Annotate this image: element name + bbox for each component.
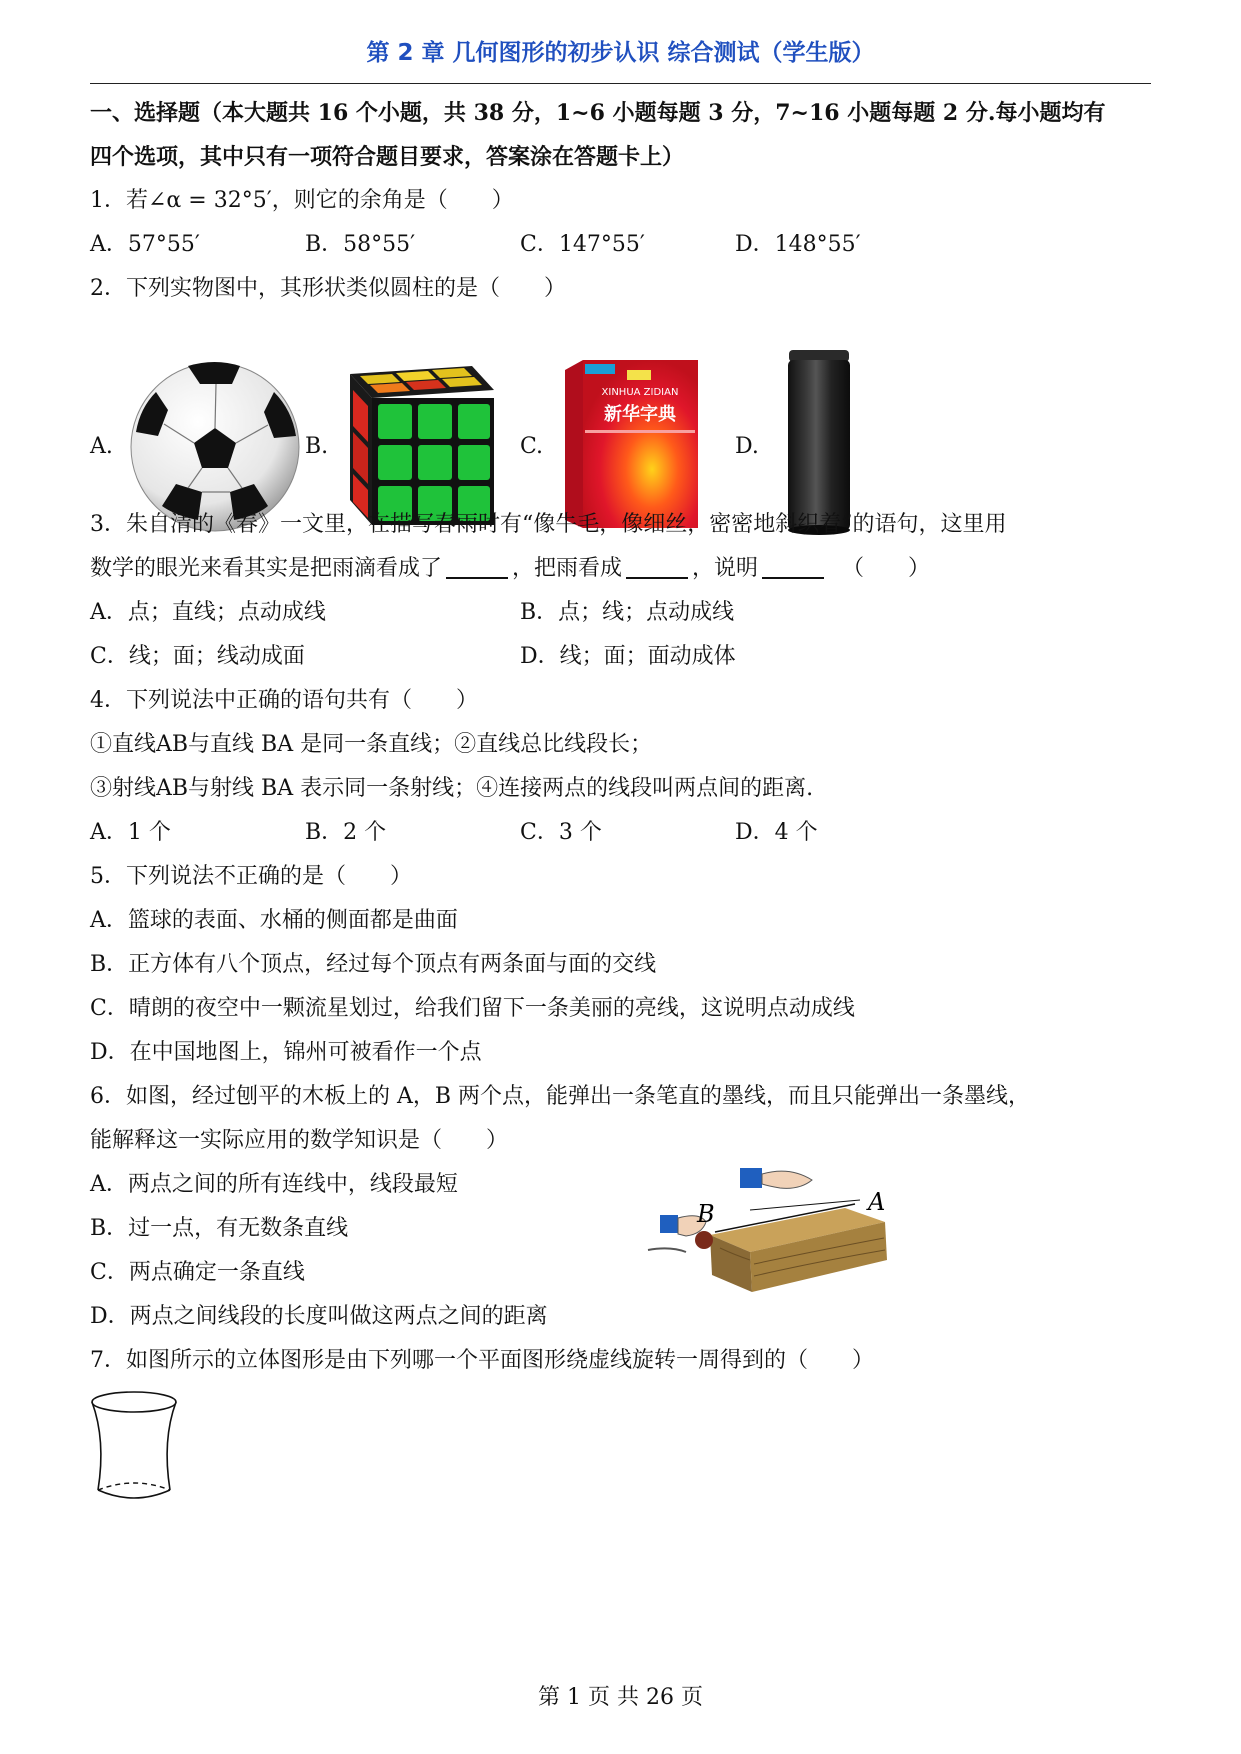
q5-option-c: C．晴朗的夜空中一颗流星划过，给我们留下一条美丽的亮线，这说明点动成线 xyxy=(90,996,855,1021)
book-title-chinese: 新华字典 xyxy=(604,404,676,425)
q2-option-d: D. xyxy=(735,434,759,459)
q2-stem: 2．下列实物图中，其形状类似圆柱的是（ ） xyxy=(90,276,566,301)
q4-option-c: C．3 个 xyxy=(520,820,602,845)
q1-option-c: C．147°55′ xyxy=(520,232,645,257)
q3-option-b: B．点；线；点动成线 xyxy=(520,600,735,625)
solid-figure-image xyxy=(88,1390,180,1505)
point-a-label: A xyxy=(868,1188,886,1216)
header-divider xyxy=(90,83,1151,84)
book-title-pinyin: XINHUA ZIDIAN xyxy=(601,387,679,398)
point-b-label: B xyxy=(697,1200,715,1228)
q7-stem: 7．如图所示的立体图形是由下列哪一个平面图形绕虚线旋转一周得到的（ ） xyxy=(90,1348,874,1373)
wooden-board-figure xyxy=(640,1160,890,1300)
q5-stem: 5．下列说法不正确的是（ ） xyxy=(90,864,412,889)
q4-option-d: D．4 个 xyxy=(735,820,818,845)
q1-option-b: B．58°55′ xyxy=(305,232,416,257)
q3-stem-line2 xyxy=(90,554,930,584)
answer-blank xyxy=(626,555,688,579)
q5-option-a: A．篮球的表面、水桶的侧面都是曲面 xyxy=(90,908,458,933)
q4-statement-line2: ③射线AB与射线 BA 表示同一条射线；④连接两点的线段叫两点间的距离. xyxy=(90,776,814,801)
q3-text-part3: ，说明 xyxy=(692,556,759,581)
q3-text-part4: （ ） xyxy=(842,556,931,581)
q5-option-b: B．正方体有八个顶点，经过每个顶点有两条面与面的交线 xyxy=(90,952,657,977)
q4-option-b: B．2 个 xyxy=(305,820,387,845)
q5-option-d: D．在中国地图上，锦州可被看作一个点 xyxy=(90,1040,482,1065)
q1-option-a: A．57°55′ xyxy=(90,232,200,257)
q3-option-d: D．线；面；面动成体 xyxy=(520,644,736,669)
q3-option-c: C．线；面；线动成面 xyxy=(90,644,305,669)
q1-option-d: D．148°55′ xyxy=(735,232,861,257)
q6-option-d: D．两点之间线段的长度叫做这两点之间的距离 xyxy=(90,1304,548,1329)
rubiks-cube-image xyxy=(342,360,502,530)
page-number-footer: 第 1 页 共 26 页 xyxy=(538,1685,703,1710)
q3-option-a: A．点；直线；点动成线 xyxy=(90,600,326,625)
q2-option-c: C. xyxy=(520,434,544,459)
q2-option-a: A. xyxy=(90,434,113,459)
page-title: 第 2 章 几何图形的初步认识 综合测试（学生版） xyxy=(366,40,875,66)
answer-blank xyxy=(762,555,824,579)
q3-stem-line1: 3．朱自清的《春》一文里，在描写春雨时有“像牛毛，像细丝，密密地斜织着”的语句，这里用 xyxy=(90,512,1007,537)
q3-text-part2: ，把雨看成 xyxy=(512,556,623,581)
dictionary-book-image xyxy=(565,360,700,530)
q6-option-c: C．两点确定一条直线 xyxy=(90,1260,305,1285)
soccer-ball-image xyxy=(128,360,303,535)
section-heading-line2: 四个选项，其中只有一项符合题目要求，答案涂在答题卡上） xyxy=(90,144,685,170)
q4-option-a: A．1 个 xyxy=(90,820,171,845)
q1-stem: 1．若∠α = 32°5′，则它的余角是（ ） xyxy=(90,188,514,213)
section-heading-line1: 一、选择题（本大题共 16 个小题，共 38 分，1~6 小题每题 3 分，7~16 小题每题 2 分.每小题均有 xyxy=(90,100,1106,126)
q6-option-a: A．两点之间的所有连线中，线段最短 xyxy=(90,1172,458,1197)
answer-blank xyxy=(446,555,508,579)
q2-option-b: B. xyxy=(305,434,329,459)
q6-stem-line1: 6．如图，经过刨平的木板上的 A，B 两个点，能弹出一条笔直的墨线，而且只能弹出一条墨线， xyxy=(90,1084,1031,1109)
q4-statement-line1: ①直线AB与直线 BA 是同一条直线；②直线总比线段长； xyxy=(90,732,653,757)
q6-stem-line2: 能解释这一实际应用的数学知识是（ ） xyxy=(90,1128,509,1153)
q4-stem: 4．下列说法中正确的语句共有（ ） xyxy=(90,688,478,713)
q6-option-b: B．过一点，有无数条直线 xyxy=(90,1216,349,1241)
q3-text-part1: 数学的眼光来看其实是把雨滴看成了 xyxy=(90,556,443,581)
